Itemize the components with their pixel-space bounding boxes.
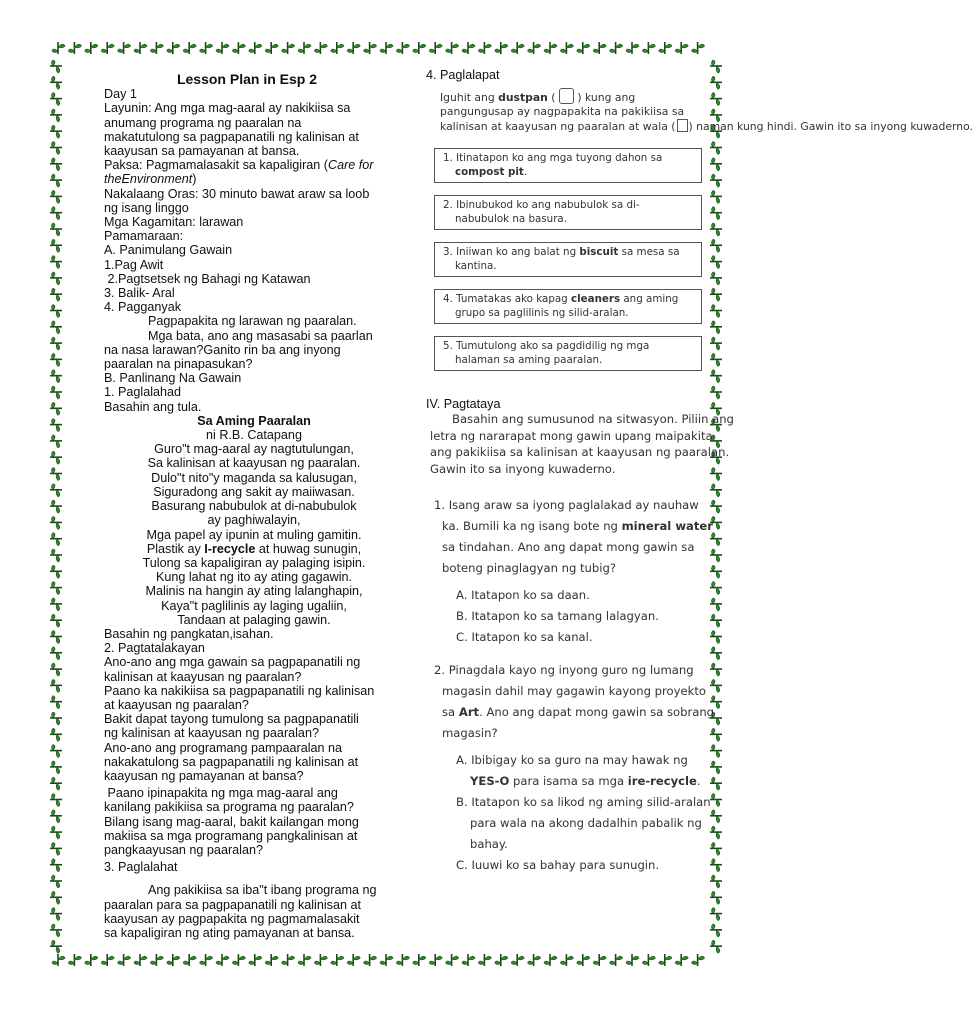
activity-line [443, 293, 693, 307]
leaf-motif [314, 42, 327, 54]
question-line: 1. Isang araw sa iyong paglalakad ay nauhaw [434, 498, 699, 513]
leaf-motif [626, 42, 639, 54]
quiz-question-1 [426, 495, 722, 648]
leaf-motif [200, 42, 213, 54]
discussion-question: at kaayusan ng paaralan? [104, 697, 249, 712]
activity-line: 5. Tumutulong ako sa pagdidilig ng mga [443, 340, 650, 353]
pagtatalakayan: 2. Pagtatalakayan [104, 641, 205, 656]
leaf-motif [50, 419, 62, 432]
leaf-motif [50, 60, 62, 73]
question-line: 2. Pinagdala kayo ng inyong guro ng lumang [434, 663, 694, 678]
leaf-motif [50, 777, 62, 790]
poem-line: Malinis na hangin ay ating lalanghapin, [145, 584, 363, 599]
poem-text: at huwag sunugin, [255, 541, 362, 556]
step-item: 1.Pag Awit [104, 257, 164, 272]
lesson-plan-column [104, 72, 404, 940]
instruction-text: Iguhit ang [440, 91, 499, 105]
discussion-question: Paano ipinapakita ng mga mag-aaral ang [104, 786, 338, 801]
leaf-motif [50, 256, 62, 269]
leaf-motif [380, 42, 393, 54]
leaf-motif [52, 954, 65, 966]
leaf-motif [282, 42, 295, 54]
leaf-motif [478, 42, 491, 54]
activity-line: halaman sa aming paaralan. [455, 353, 603, 366]
leaf-motif [52, 42, 65, 54]
leaf-motif [675, 954, 688, 966]
leaf-motif [396, 954, 409, 966]
poem-line: ay paghiwalayin, [207, 513, 301, 528]
paksa-english-cont: theEnvironment [104, 172, 193, 187]
leaf-motif [50, 745, 62, 758]
leaf-motif [50, 728, 62, 741]
leaf-motif [216, 954, 229, 966]
paglalahat: 3. Paglalahat [104, 860, 178, 875]
leaf-motif [50, 288, 62, 301]
question-line: magasin dahil may gagawin kayong proyekto [442, 684, 706, 699]
leaf-motif [50, 207, 62, 220]
poem-line: Siguradong ang sakit ay maiiwasan. [153, 484, 355, 499]
answer-option: C. Iuuwi ko sa bahay para sunugin. [456, 858, 660, 873]
leaf-motif [68, 42, 81, 54]
discussion-question: pangkaayusan ng paaralan? [104, 842, 263, 857]
poem-line: Tandaan at palaging gawin. [177, 612, 331, 627]
instruction-text: kalinisan at kaayusan ng paaralan at wala ( [440, 120, 676, 134]
leaf-motif [50, 679, 62, 692]
leaf-motif [50, 582, 62, 595]
discussion-question: kaayusan ng pamayanan at bansa? [104, 768, 304, 783]
answer-option [426, 771, 722, 792]
paglalahat-line: Ang pakikiisa sa iba"t ibang programa ng [148, 883, 377, 898]
leaf-motif [710, 924, 722, 937]
answer-option: para wala na akong dadalhin pabalik ng [470, 816, 702, 831]
leaf-motif [511, 954, 524, 966]
leaf-motif [364, 954, 377, 966]
poem [104, 414, 404, 627]
question-text: . Ano ang dapat mong gawin sa sobrang [479, 705, 715, 720]
basahin-instruction: Basahin ang tula. [104, 399, 202, 414]
leaf-motif [560, 42, 573, 54]
leaf-motif [249, 954, 262, 966]
leaf-motif [50, 158, 62, 171]
leaf-motif [413, 954, 426, 966]
oras-line: ng isang linggo [104, 200, 189, 215]
activity-bold: cleaners [571, 293, 621, 306]
leaf-motif [511, 42, 524, 54]
step-item: 2.Pagtsetsek ng Bahagi ng Katawan [104, 271, 311, 286]
leaf-motif [183, 954, 196, 966]
pagganyak-line: paaralan na pinapasukan? [104, 357, 253, 372]
leaf-motif [314, 954, 327, 966]
leaf-motif [659, 954, 672, 966]
activity-items [426, 148, 722, 371]
leaf-motif [265, 954, 278, 966]
quiz-question-2 [426, 660, 722, 876]
leaf-motif [50, 663, 62, 676]
poem-line: Sa kalinisan at kaayusan ng paaralan. [147, 456, 361, 471]
leaf-motif [50, 549, 62, 562]
activity-line [443, 152, 693, 166]
leaf-motif [85, 954, 98, 966]
activity-line: nabubulok na basura. [455, 212, 568, 225]
activity-bold: compost pit [455, 165, 524, 178]
activity-line: kantina. [455, 259, 497, 272]
pagtataya-instructions [430, 411, 734, 477]
leaf-motif [50, 321, 62, 334]
instruction-text: ) naman kung hindi. Gawin ito sa inyong kuwaderno. [688, 120, 973, 134]
leaf-motif [478, 954, 491, 966]
paglalahat-line: sa kapaligiran ng ating pamayanan at bansa. [104, 925, 355, 940]
leaf-motif [710, 940, 722, 953]
leaf-motif [528, 42, 541, 54]
leaf-motif [50, 223, 62, 236]
leaf-motif [50, 402, 62, 415]
leaf-motif [692, 954, 705, 966]
poem-line: Basurang nabubulok at di-nabubulok [151, 499, 357, 514]
leaf-motif [593, 42, 606, 54]
panimulang-gawain: A. Panimulang Gawain [104, 243, 233, 258]
question-text: sa [442, 705, 459, 720]
leaf-motif [150, 954, 163, 966]
leaf-motif [50, 468, 62, 481]
option-text: . [696, 774, 701, 789]
leaf-motif [50, 239, 62, 252]
question-text: ka. Bumili ka ng isang bote ng [442, 519, 622, 534]
paksa-text: Paksa: Pagmamalasakit sa kapaligiran ( [104, 158, 328, 173]
discussion-question: ng kalinisan at kaayusan ng paaralan? [104, 726, 319, 741]
question-line [426, 516, 722, 537]
question-line: magasin? [442, 726, 498, 741]
panlinang-gawain: B. Panlinang Na Gawain [104, 371, 242, 386]
poem-line: Kaya"t paglilinis ay laging ugaliin, [161, 598, 347, 613]
leaf-motif [544, 954, 557, 966]
leaf-motif [232, 954, 245, 966]
leaf-motif [118, 42, 131, 54]
activity-line [443, 246, 693, 260]
layunin [104, 101, 404, 158]
leaf-motif [50, 761, 62, 774]
leaf-motif [298, 954, 311, 966]
trash-bin-icon [677, 119, 688, 132]
discussion-question: Bakit dapat tayong tumulong sa pagpapanatili [104, 712, 359, 727]
kagamitan: Mga Kagamitan: larawan [104, 215, 244, 230]
leaf-motif [101, 42, 114, 54]
discussion-question: makiisa sa mga programang pangkalinisan at [104, 828, 358, 843]
leaf-motif [710, 908, 722, 921]
activity-line [443, 166, 693, 180]
instruction-line [440, 119, 973, 134]
leaf-motif [134, 42, 147, 54]
leaf-motif [232, 42, 245, 54]
poem-line: Dulo"t nito"y maganda sa kalusugan, [151, 470, 357, 485]
answer-option: C. Itatapon ko sa kanal. [456, 630, 593, 645]
leaf-motif [50, 305, 62, 318]
activity-line: 2. Ibinubukod ko ang nabubulok sa di- [443, 199, 640, 212]
leaf-motif [50, 924, 62, 937]
question-line [426, 702, 722, 723]
paksa-cont [104, 172, 404, 186]
leaf-motif [50, 875, 62, 888]
leaf-motif [528, 954, 541, 966]
leaf-motif [50, 859, 62, 872]
leaf-motif [331, 42, 344, 54]
leaf-motif [347, 954, 360, 966]
layunin-line: anumang programa ng paaralan na [104, 115, 302, 130]
leaf-motif [50, 712, 62, 725]
activity-box [434, 148, 702, 183]
dustpan-icon [559, 88, 574, 104]
poem-title: Sa Aming Paaralan [197, 413, 311, 428]
leaf-motif [50, 451, 62, 464]
discussion-question: Ano-ano ang mga gawain sa pagpapanatili ng [104, 655, 361, 670]
day-label: Day 1 [104, 87, 137, 102]
leaf-motif [413, 42, 426, 54]
poem-author: ni R.B. Catapang [206, 428, 302, 443]
activity-bold: biscuit [579, 246, 619, 259]
answer-option: B. Itatapon ko sa likod ng aming silid-aralan [456, 795, 711, 810]
leaf-motif [462, 954, 475, 966]
leaf-motif [200, 954, 213, 966]
activity-column [426, 68, 973, 876]
paglalahat-line: paaralan para sa pagpapanatili ng kalinisan at [104, 897, 361, 912]
answer-option: B. Itatapon ko sa tamang lalagyan. [456, 609, 659, 624]
leaf-motif [675, 42, 688, 54]
leaf-motif [282, 954, 295, 966]
poem-bold: I-recycle [204, 541, 256, 556]
discussion-question: Bilang isang mag-aaral, bakit kailangan mong [104, 814, 359, 829]
layunin-line: kaayusan sa pamayanan at bansa. [104, 144, 300, 159]
poem-text: Plastik ay [146, 541, 205, 556]
leaf-motif [50, 940, 62, 953]
question-line: boteng pinaglagyan ng tubig? [442, 561, 616, 576]
leaf-motif [50, 142, 62, 155]
leaf-motif [101, 954, 114, 966]
leaf-motif [134, 954, 147, 966]
leaf-motif [462, 42, 475, 54]
leaf-motif [331, 954, 344, 966]
pangkatan: Basahin ng pangkatan,isahan. [104, 626, 274, 641]
paglalapat-instructions [440, 88, 973, 134]
leaf-motif [298, 42, 311, 54]
activity-line: grupo sa paglilinis ng silid-aralan. [455, 306, 629, 319]
poem-line: Tulong sa kapaligiran ay palaging isipin. [142, 555, 366, 570]
oras-line: Nakalaang Oras: 30 minuto bawat araw sa loob [104, 186, 370, 201]
leaf-motif [50, 484, 62, 497]
pagganyak-line: Pagpapakita ng larawan ng paaralan. [148, 314, 357, 329]
discussion-question: nakakatulong sa pagpapanatili ng kalinisan at [104, 754, 359, 769]
leaf-motif [50, 386, 62, 399]
poem-line: Kung lahat ng ito ay ating gagawin. [155, 570, 353, 585]
leaf-motif [50, 696, 62, 709]
leaf-motif [50, 842, 62, 855]
leaf-motif [642, 954, 655, 966]
leaf-motif [347, 42, 360, 54]
leaf-motif [50, 353, 62, 366]
leaf-motif [610, 954, 623, 966]
leaf-motif [50, 826, 62, 839]
leaf-motif [68, 954, 81, 966]
step-item: 4. Pagganyak [104, 300, 182, 315]
pagganyak-line: na nasa larawan?Ganito rin ba ang inyong [104, 342, 341, 357]
leaf-motif [396, 42, 409, 54]
activity-text: 1. Itinatapon ko ang mga tuyong dahon sa [443, 152, 663, 165]
leaf-motif [50, 190, 62, 203]
leaf-motif [50, 109, 62, 122]
layunin-line: Layunin: Ang mga mag-aaral ay nakikiisa sa [104, 101, 351, 116]
instruction-line: letra ng nararapat mong gawin upang maipakita [430, 428, 713, 443]
leaf-motif [50, 614, 62, 627]
lesson-plan-title: Lesson Plan in Esp 2 [176, 71, 318, 87]
leaf-motif [429, 42, 442, 54]
leaf-motif [167, 954, 180, 966]
leaf-motif [50, 810, 62, 823]
leaf-motif [50, 370, 62, 383]
answer-option: A. Ibibigay ko sa guro na may hawak ng [456, 753, 688, 768]
leaf-motif [710, 875, 722, 888]
leaf-motif [495, 954, 508, 966]
leaf-motif [626, 954, 639, 966]
instruction-line [440, 88, 722, 105]
activity-text: sa mesa sa [618, 246, 680, 259]
leaf-motif [50, 565, 62, 578]
leaf-motif [50, 891, 62, 904]
leaf-motif [50, 125, 62, 138]
leaf-motif [50, 337, 62, 350]
pamamaraan: Pamamaraan: [104, 229, 184, 244]
activity-box [434, 289, 702, 324]
activity-box [434, 336, 702, 371]
discussion-question: kanilang pakikiisa sa programa ng paaralan? [104, 800, 354, 815]
leaf-motif [593, 954, 606, 966]
discussion-question: kalinisan at kaayusan ng paaralan? [104, 669, 302, 684]
activity-text: 4. Tumatakas ako kapag [443, 293, 571, 306]
leaf-motif [50, 174, 62, 187]
activity-text: . [523, 165, 528, 178]
option-bold: YES-O [470, 774, 510, 789]
answer-option: bahay. [470, 837, 508, 852]
dustpan-word: dustpan [498, 91, 548, 105]
paglalapat-heading: 4. Paglalapat [426, 68, 500, 82]
leaf-motif [692, 42, 705, 54]
leaf-motif [50, 598, 62, 611]
discussion-question: Ano-ano ang programang pampaaralan na [104, 740, 343, 755]
leaf-motif [50, 533, 62, 546]
question-bold: mineral water [621, 519, 713, 534]
paglalahat-line: kaayusan ay pagpapakita ng pagmamalasakit [104, 911, 360, 926]
leaf-motif [85, 42, 98, 54]
leaf-motif [380, 954, 393, 966]
leaf-motif [495, 42, 508, 54]
leaf-motif [446, 954, 459, 966]
paksa-paren: ) [192, 172, 197, 187]
pagganyak-line: Mga bata, ano ang masasabi sa paarlan [148, 328, 373, 343]
activity-text: 3. Iniiwan ko ang balat ng [443, 246, 580, 259]
poem-line [104, 542, 404, 556]
leaf-motif [167, 42, 180, 54]
instruction-text: ) kung ang [573, 91, 636, 105]
answer-option: A. Itatapon ko sa daan. [456, 588, 590, 603]
paksa-english: Care for [328, 158, 374, 173]
instruction-line: Basahin ang sumusunod na sitwasyon. Piliin ang [452, 412, 734, 427]
layunin-line: makatutulong sa pagpapanatili ng kalinisan at [104, 129, 359, 144]
leaf-motif [659, 42, 672, 54]
leaf-motif [265, 42, 278, 54]
question-line: sa tindahan. Ano ang dapat mong gawin sa [442, 540, 695, 555]
discussion-question: Paano ka nakikiisa sa pagpapanatili ng kalinisan [104, 683, 375, 698]
leaf-motif [544, 42, 557, 54]
leaf-motif [446, 42, 459, 54]
instruction-line: pangungusap ay nagpapakita na pakikiisa sa [440, 105, 685, 119]
instruction-line: ang pakikiisa sa kalinisan at kaayusan ng paaralan. [430, 445, 730, 460]
activity-box [434, 242, 702, 277]
question-bold: Art [458, 705, 480, 720]
leaf-motif [50, 908, 62, 921]
leaf-motif [577, 42, 590, 54]
leaf-motif [50, 516, 62, 529]
poem-line: Guro"t mag-aaral ay nagtutulungan, [154, 442, 354, 457]
leaf-motif [610, 42, 623, 54]
instruction-text: ( [547, 91, 559, 105]
leaf-motif [216, 42, 229, 54]
leaf-motif [560, 954, 573, 966]
leaf-motif [118, 954, 131, 966]
paksa [104, 158, 404, 172]
option-bold: ire-recycle [627, 774, 697, 789]
leaf-motif [150, 42, 163, 54]
activity-text: ang aming [620, 293, 679, 306]
leaf-motif [364, 42, 377, 54]
leaf-motif [50, 631, 62, 644]
leaf-motif [50, 794, 62, 807]
leaf-motif [50, 435, 62, 448]
activity-box [434, 195, 702, 230]
instruction-line: Gawin ito sa inyong kuwaderno. [430, 461, 616, 476]
leaf-motif [50, 272, 62, 285]
leaf-motif [50, 76, 62, 89]
leaf-motif [577, 954, 590, 966]
leaf-motif [50, 647, 62, 660]
leaf-motif [50, 93, 62, 106]
leaf-motif [710, 891, 722, 904]
pagtataya-heading: IV. Pagtataya [426, 397, 501, 412]
leaf-motif [642, 42, 655, 54]
paglalahad: 1. Paglalahad [104, 385, 182, 400]
poem-line: Mga papel ay ipunin at muling gamitin. [146, 527, 362, 542]
leaf-motif [249, 42, 262, 54]
step-item: 3. Balik- Aral [104, 286, 175, 301]
leaf-motif [50, 500, 62, 513]
option-text: para isama sa mga [509, 774, 628, 789]
leaf-motif [183, 42, 196, 54]
leaf-motif [429, 954, 442, 966]
